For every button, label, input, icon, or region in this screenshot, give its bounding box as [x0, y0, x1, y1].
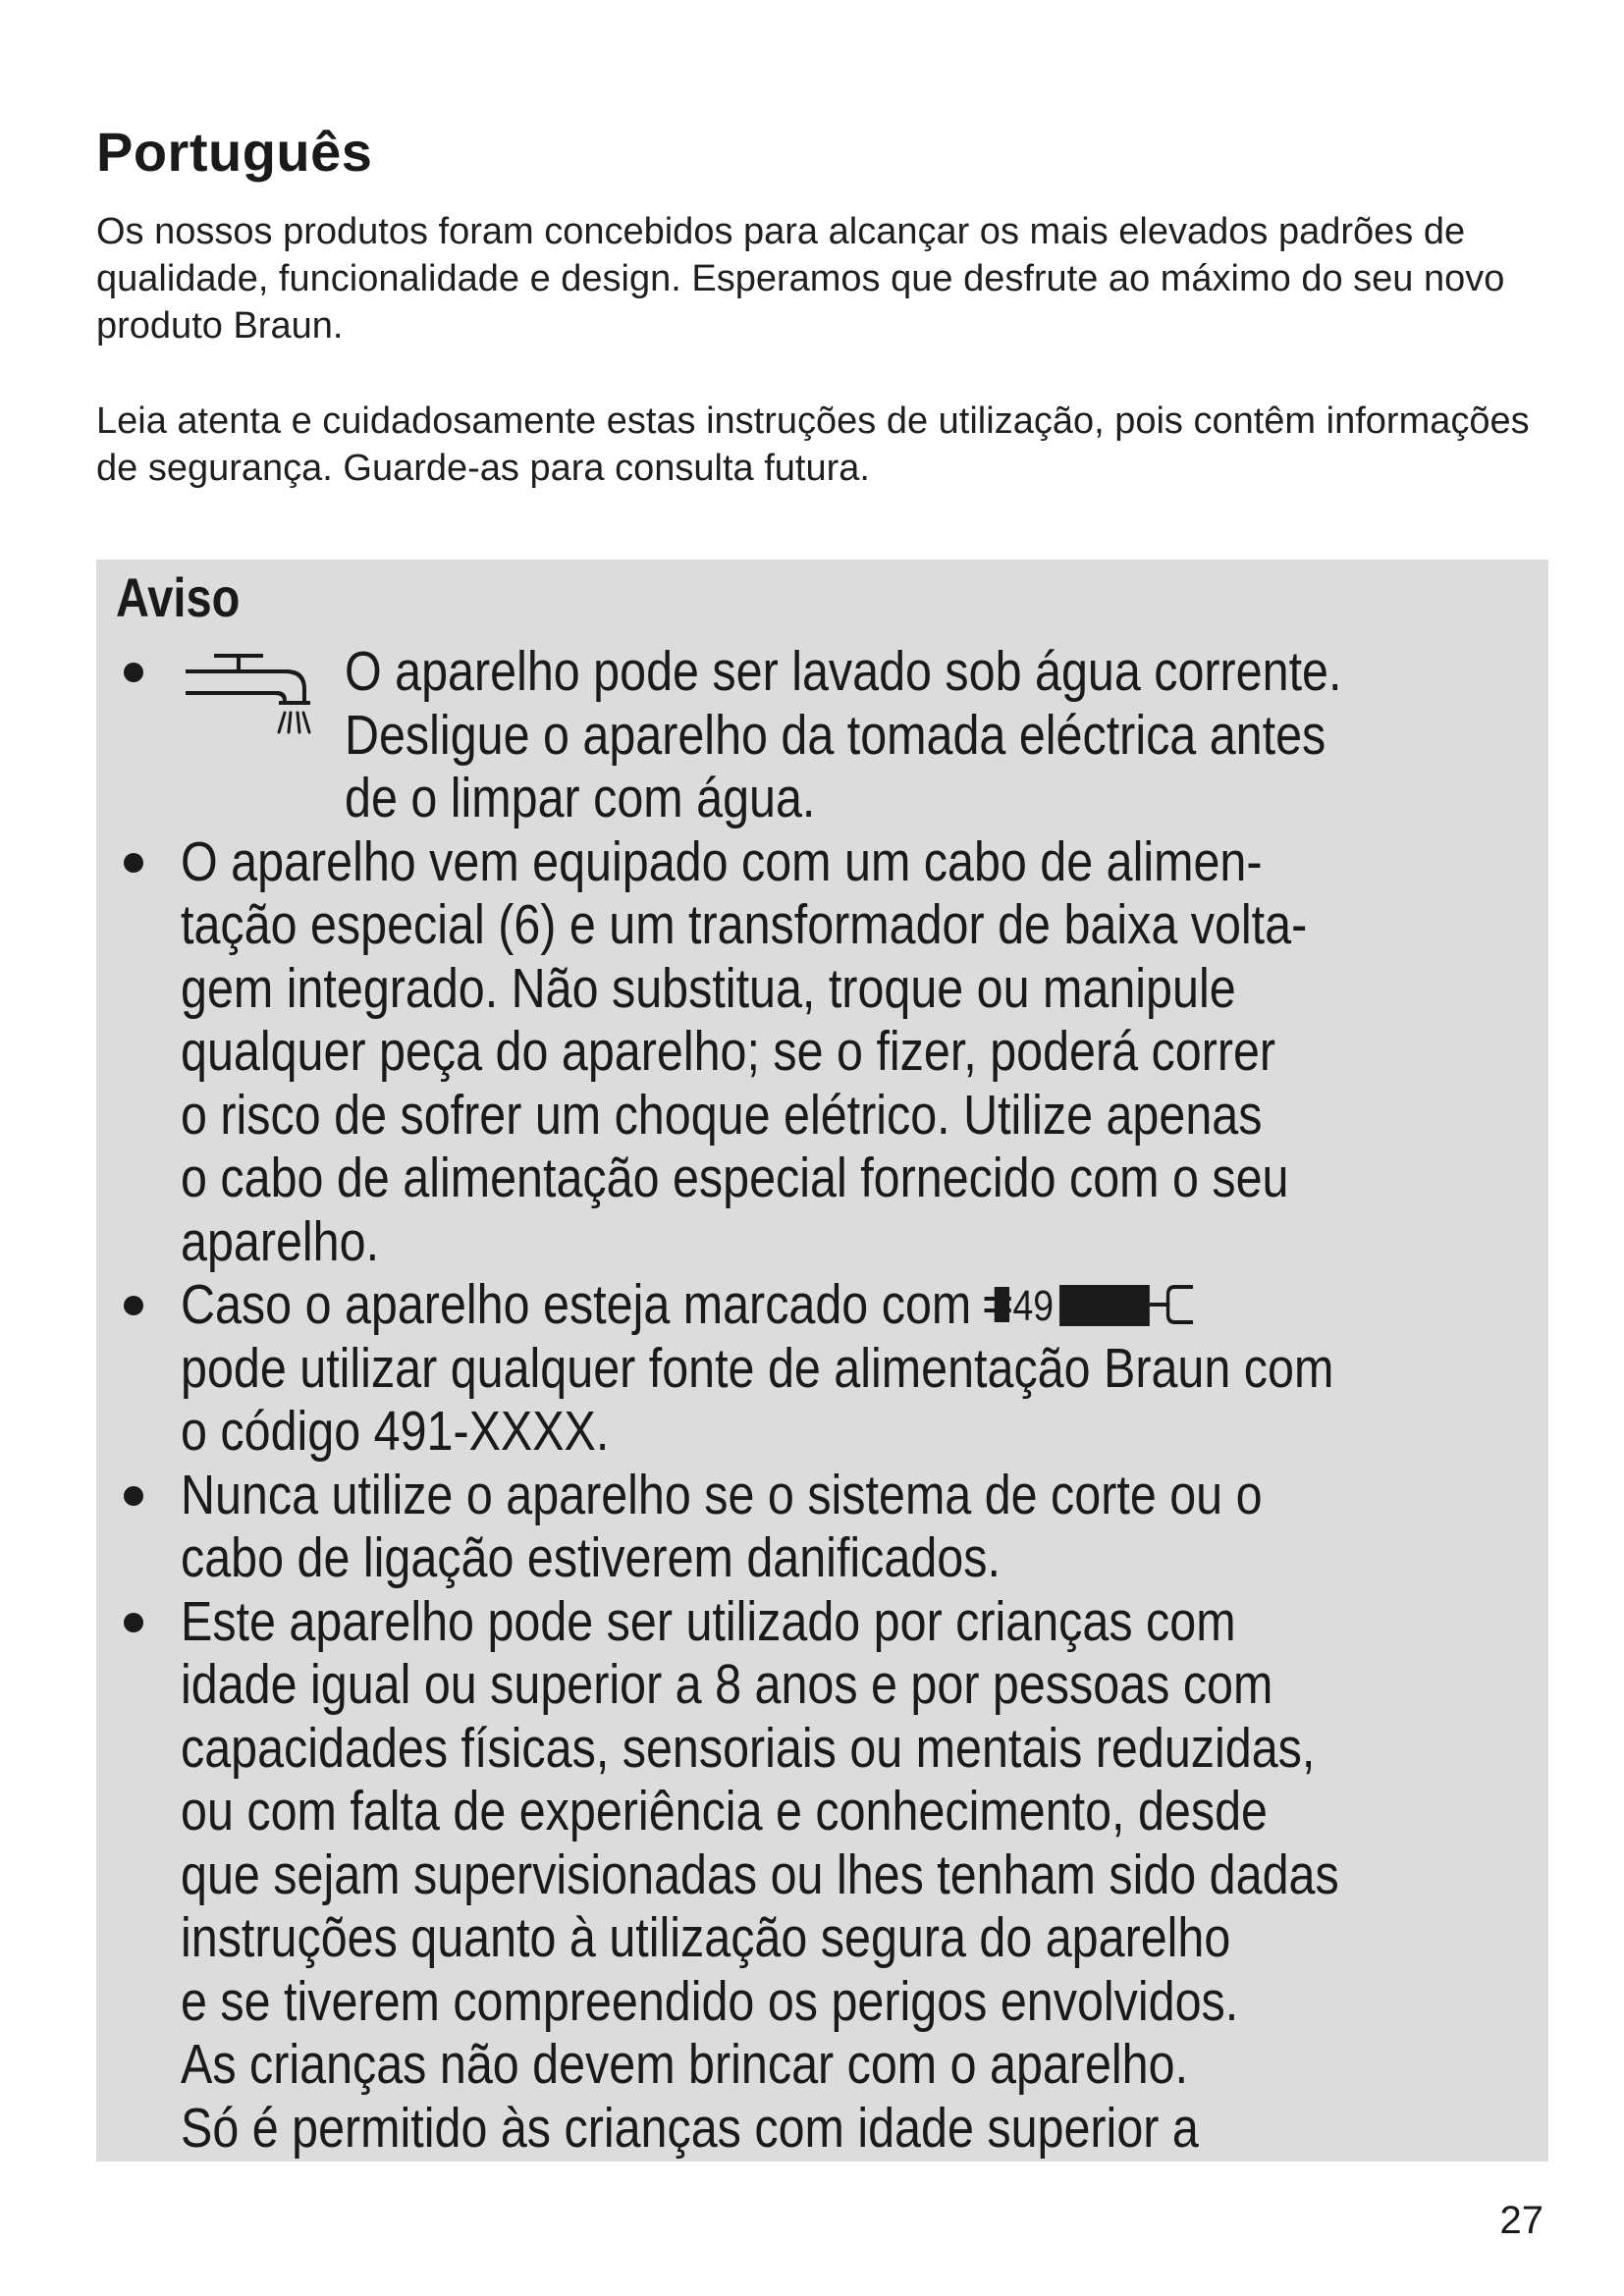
text-line: o cabo de alimentação especial fornecido com o seu	[181, 1147, 1289, 1209]
page-number: 27	[1499, 2199, 1543, 2242]
text-line: instruções quanto à utilização segura do aparelho	[181, 1906, 1231, 1969]
text-line: pode utilizar qualquer fonte de alimentação Braun com	[181, 1336, 1334, 1400]
text-line: aparelho.	[181, 1209, 380, 1273]
bullet-icon	[124, 853, 143, 873]
svg-text:49: 49	[1012, 1281, 1055, 1330]
text-line: qualquer peça do aparelho; se o fizer, poderá correr	[181, 1020, 1276, 1083]
bullet-icon	[124, 1613, 143, 1632]
text-line: capacidades físicas, sensoriais ou mentais reduzidas,	[181, 1716, 1316, 1780]
text-line	[181, 1273, 1343, 1337]
text-line: o código 491-XXXX.	[181, 1400, 610, 1463]
bullet-icon	[124, 663, 143, 682]
text-line: ou com falta de experiência e conhecimento, desde	[181, 1780, 1268, 1842]
list-item	[96, 1590, 1548, 2161]
warning-box	[96, 560, 1548, 2162]
text-line: gem integrado. Não substitua, troque ou manipule	[181, 956, 1236, 1020]
bullet-icon	[124, 1486, 143, 1506]
text-line: que sejam supervisionadas ou lhes tenham sido dadas	[181, 1842, 1339, 1906]
safety-notice-paragraph: Leia atenta e cuidadosamente estas instruções de utilização, pois contêm informações de segurança. Guarde-as para consulta futura.	[96, 400, 1530, 489]
text-line: o risco de sofrer um choque elétrico. Utilize apenas	[181, 1083, 1263, 1147]
text-line: O aparelho vem equipado com um cabo de alimen-	[181, 829, 1263, 893]
text-line: Desligue o aparelho da tomada eléctrica antes	[345, 703, 1326, 767]
text-line: Este aparelho pode ser utilizado por crianças com	[181, 1589, 1236, 1653]
list-item	[96, 1273, 1548, 1464]
text-line: de o limpar com água.	[345, 767, 816, 829]
text-line: O aparelho pode ser lavado sob água corrente.	[345, 640, 1342, 703]
text-line: idade igual ou superior a 8 anos e por pessoas com	[181, 1653, 1273, 1716]
text-line: Só é permitido às crianças com idade superior a	[181, 2096, 1199, 2160]
bullet-icon	[124, 1296, 143, 1315]
list-item	[96, 1464, 1548, 1590]
text-line: e se tiverem compreendido os perigos envolvidos.	[181, 1969, 1239, 2033]
list-item	[96, 640, 1548, 830]
power-supply-code-symbol	[983, 1279, 1202, 1330]
page-title: Português	[96, 121, 373, 183]
warning-title: Aviso	[116, 566, 241, 628]
text-span: Caso o aparelho esteja marcado com	[181, 1273, 972, 1336]
text-line: tação especial (6) e um transformador de baixa volta-	[181, 893, 1308, 956]
warning-list	[96, 640, 1548, 2160]
intro-paragraph: Os nossos produtos foram concebidos para alcançar os mais elevados padrões de qualidade, funcionalidade e design. Esperamos que desfrute ao máximo do seu novo produto Braun.	[96, 211, 1505, 347]
text-line: Nunca utilize o aparelho se o sistema de corte ou o	[181, 1463, 1263, 1526]
text-line: cabo de ligação estiverem danificados.	[181, 1526, 1001, 1589]
water-tap-icon	[183, 646, 320, 783]
text-line: As crianças não devem brincar com o aparelho.	[181, 2033, 1189, 2096]
list-item	[96, 830, 1548, 1274]
